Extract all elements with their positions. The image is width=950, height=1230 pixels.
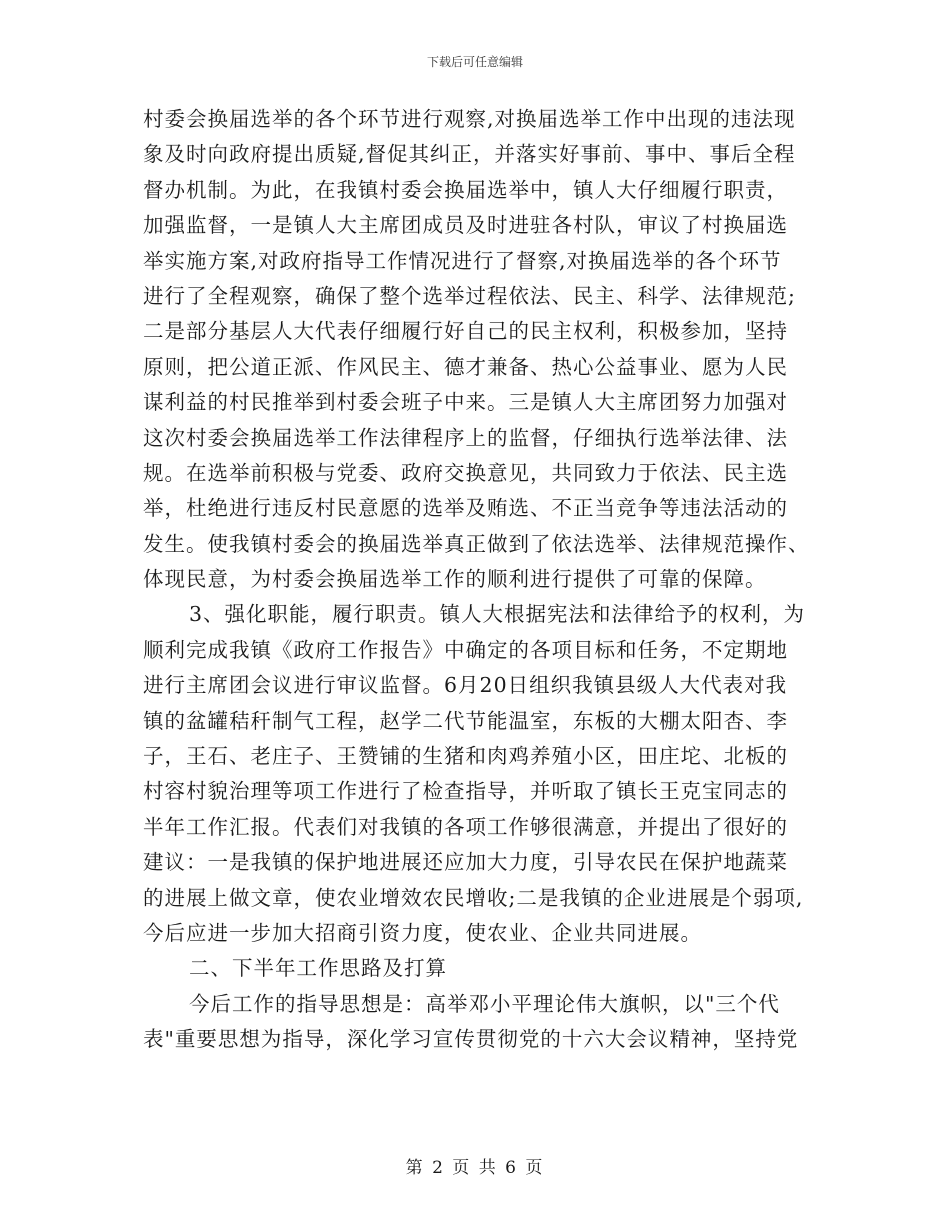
text-line: 原则，把公道正派、作风民主、德才兼备、热心公益事业、愿为人民 [143, 354, 788, 379]
text-line: 村容村貌治理等项工作进行了检查指导，并听取了镇长王克宝同志的 [143, 779, 788, 804]
text-line: 体现民意，为村委会换届选举工作的顺利进行提供了可靠的保障。 [143, 567, 767, 592]
text-line: 规。在选举前积极与党委、政府交换意见，共同致力于依法、民主选 [143, 460, 788, 485]
text-line: 举实施方案,对政府指导工作情况进行了督察,对换届选举的各个环节 [143, 248, 782, 273]
text-line: 今后工作的指导思想是：高举邓小平理论伟大旗帜，以"三个代 [189, 991, 780, 1016]
text-line: 进行主席团会议进行审议监督。6月20日组织我镇县级人大代表对我 [143, 673, 788, 698]
text-line: 镇的盆罐秸秆制气工程，赵学二代节能温室，东板的大棚太阳杏、李 [143, 708, 788, 733]
text-line: 建议：一是我镇的保护地进展还应加大力度，引导农民在保护地蔬菜 [143, 850, 788, 875]
page-number: 第 2 页 共 6 页 [405, 1158, 545, 1178]
header-note: 下载后可任意编辑 [426, 55, 523, 69]
section-heading: 二、下半年工作思路及打算 [189, 956, 447, 981]
text-line: 二是部分基层人大代表仔细履行好自己的民主权利，积极参加，坚持 [143, 319, 788, 344]
text-line: 半年工作汇报。代表们对我镇的各项工作够很满意，并提出了很好的 [143, 814, 788, 839]
text-line: 象及时向政府提出质疑,督促其纠正，并落实好事前、事中、事后全程 [143, 142, 796, 167]
text-line: 表"重要思想为指导，深化学习宣传贯彻党的十六大会议精神，坚持党 [143, 1027, 799, 1052]
text-line: 发生。使我镇村委会的换届选举真正做到了依法选举、法律规范操作、 [143, 531, 810, 556]
text-line: 进行了全程观察，确保了整个选举过程依法、民主、科学、法律规范; [143, 283, 796, 308]
text-line: 督办机制。为此，在我镇村委会换届选举中，镇人大仔细履行职责， [143, 177, 788, 202]
text-line: 今后应进一步加大招商引资力度，使农业、企业共同进展。 [143, 920, 702, 945]
text-line: 这次村委会换届选举工作法律程序上的监督，仔细执行选举法律、法 [143, 425, 788, 450]
text-line: 村委会换届选举的各个环节进行观察,对换届选举工作中出现的违法现 [143, 107, 796, 131]
document-body [143, 102, 823, 1058]
text-line: 顺利完成我镇《政府工作报告》中确定的各项目标和任务，不定期地 [143, 637, 788, 662]
text-line: 3、强化职能，履行职责。镇人大根据宪法和法律给予的权利，为 [189, 602, 806, 627]
text-line: 的进展上做文章，使农业增效农民增收;二是我镇的企业进展是个弱项, [143, 885, 804, 910]
text-line: 举，杜绝进行违反村民意愿的选举及贿选、不正当竞争等违法活动的 [143, 496, 788, 521]
text-line: 加强监督，一是镇人大主席团成员及时进驻各村队，审议了村换届选 [143, 213, 788, 238]
text-line: 子，王石、老庄子、王赞铺的生猪和肉鸡养殖小区，田庄坨、北板的 [143, 744, 788, 769]
text-line: 谋利益的村民推举到村委会班子中来。三是镇人大主席团努力加强对 [143, 390, 788, 415]
